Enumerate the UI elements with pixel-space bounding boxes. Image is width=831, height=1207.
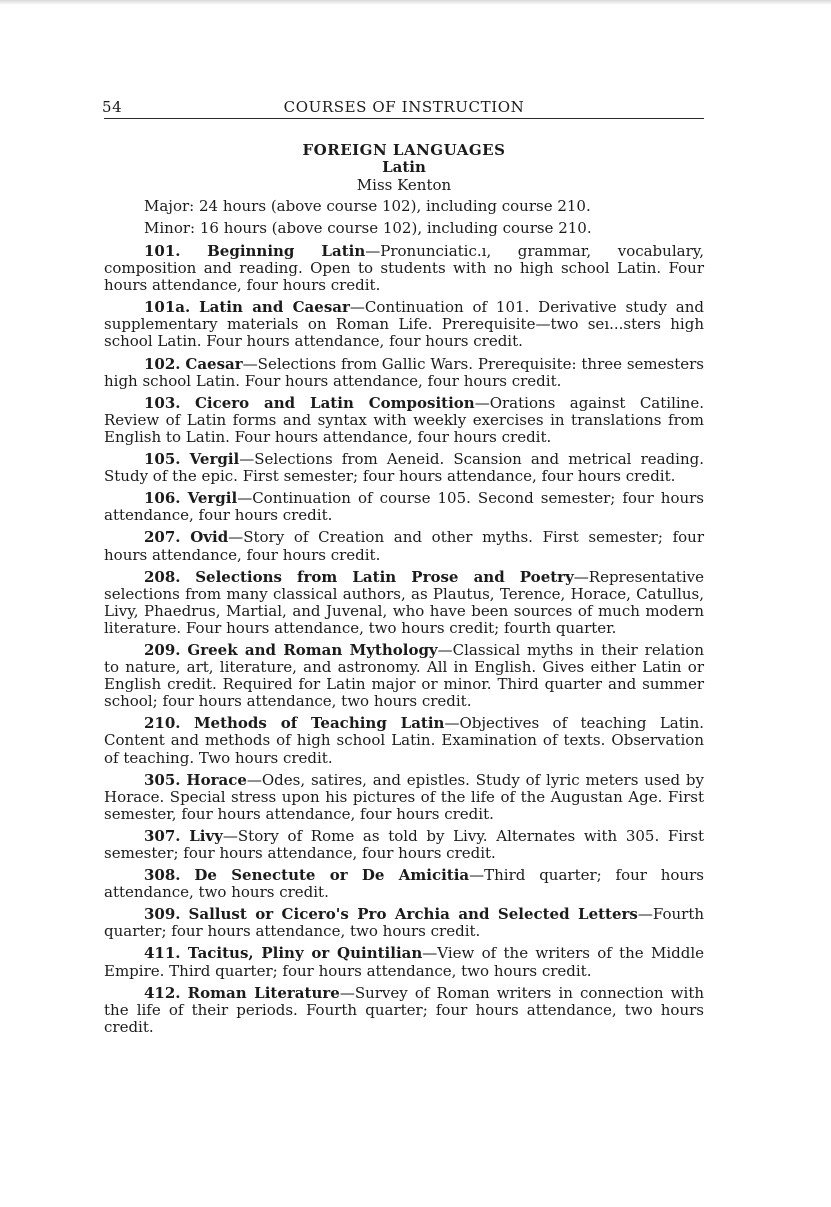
course-entry: [104, 356, 704, 390]
course-description: —Survey of Roman writers in connection with the life of their periods. Fourth quarter; four hours attendance, two hours credit.: [104, 983, 705, 1036]
course-description: —Representative selections from many classical authors, as Plautus, Terence, Horace, Catullus, Livy, Phaedrus, Martial, and Juvenal, who have been sources of much modern literature. Four hours attendance, two hours credit; fourth quarter.: [104, 567, 704, 637]
course-number: 207.: [144, 528, 181, 547]
course-number: 309.: [144, 905, 181, 924]
course-entry: [104, 243, 704, 294]
course-title: Vergil: [187, 489, 238, 508]
course-number: 105.: [144, 450, 181, 469]
course-entry: [104, 867, 704, 901]
course-title: Horace: [186, 770, 247, 789]
page-number: 54: [102, 98, 123, 116]
course-entry: [104, 529, 704, 563]
course-number: 412.: [144, 983, 181, 1002]
section-headings: [104, 142, 704, 194]
course-description: —Selections from Aeneid. Scansion and metrical reading. Study of the epic. First semester; four hours attendance, four hours credit.: [104, 450, 704, 486]
course-entry: [104, 828, 704, 862]
course-number: 106.: [144, 489, 181, 508]
course-title: Livy: [189, 826, 223, 845]
course-description: —Story of Creation and other myths. First semester; four hours attendance, four hours credit.: [104, 528, 704, 564]
course-title: Tacitus, Pliny or Quintilian: [187, 944, 423, 963]
course-title: Vergil: [189, 450, 240, 469]
course-number: 208.: [144, 567, 181, 586]
course-title: Greek and Roman Mythology: [187, 640, 438, 659]
course-number: 307.: [144, 826, 181, 845]
course-entry: [104, 642, 704, 710]
course-title: Methods of Teaching Latin: [193, 714, 445, 733]
course-entry: [104, 299, 704, 350]
catalog-page: [104, 96, 704, 1036]
course-description: —Continuation of course 105. Second semester; four hours attendance, four hours credit.: [104, 489, 704, 525]
course-number: 411.: [144, 944, 181, 963]
page-top-edge: [0, 0, 831, 5]
running-header: [104, 96, 704, 119]
course-entry: [104, 395, 704, 446]
minor-requirement: Minor: 16 hours (above course 102), including course 210.: [144, 219, 592, 237]
course-title: Ovid: [190, 528, 229, 547]
course-entry: [104, 985, 704, 1036]
course-number: 209.: [144, 640, 181, 659]
course-entry: [104, 451, 704, 485]
course-entry: [104, 569, 704, 637]
course-entry: [104, 490, 704, 524]
course-number: 305.: [144, 770, 181, 789]
course-number: 101.: [144, 242, 181, 260]
course-description: —Pronunciatic.ı, grammar, vocabulary, composition and reading. Open to students with no high school Latin. Four hours attendance, four hours credit.: [104, 242, 704, 295]
course-entry: [104, 945, 704, 979]
course-description: —Continuation of 101. Derivative study and supplementary materials on Roman Life. Prerequisite—two seı...sters high school Latin. Four hours attendance, four hours credit.: [104, 298, 704, 351]
course-description: —Odes, satires, and epistles. Study of lyric meters used by Horace. Special stress upon his pictures of the life of the Augustan Age. First semester, four hours attendance, four hours credit.: [104, 770, 704, 823]
course-number: 102.: [144, 354, 181, 373]
course-description: —Fourth quarter; four hours attendance, two hours credit.: [104, 905, 705, 941]
course-number: 308.: [144, 866, 181, 885]
course-description: —Selections from Gallic Wars. Prerequisite: three semesters high school Latin. Four hours attendance, four hours credit.: [104, 354, 704, 390]
course-entry: [104, 906, 704, 940]
course-title: Sallust or Cicero's Pro Archia and Selected Letters: [188, 905, 638, 924]
course-description: —View of the writers of the Middle Empire. Third quarter; four hours attendance, two hours credit.: [104, 944, 704, 980]
instructor-name: Miss Kenton: [356, 176, 452, 194]
major-requirement: Major: 24 hours (above course 102), including course 210.: [144, 197, 591, 215]
course-description: —Objectives of teaching Latin. Content and methods of high school Latin. Examination of texts. Observation of teaching. Two hours credit.: [104, 714, 704, 767]
subject-heading: Latin: [382, 158, 426, 176]
course-title: Roman Literature: [187, 983, 340, 1002]
course-entry: [104, 715, 704, 766]
course-description: —Story of Rome as told by Livy. Alternates with 305. First semester; four hours attendance, four hours credit.: [104, 826, 704, 862]
course-title: Cicero and Latin Composition: [194, 393, 475, 412]
course-title: Latin and Caesar: [199, 298, 350, 317]
department-heading: FOREIGN LANGUAGES: [302, 141, 506, 159]
course-number: 101a.: [144, 298, 191, 317]
course-entry: [104, 772, 704, 823]
course-list: [104, 243, 704, 1036]
course-title: De Senectute or De Amicitia: [194, 866, 470, 885]
course-title: Selections from Latin Prose and Poetry: [195, 567, 574, 586]
course-number: 103.: [144, 393, 181, 412]
running-title: COURSES OF INSTRUCTION: [283, 98, 525, 116]
course-title: Beginning Latin: [207, 242, 366, 260]
course-description: —Orations against Catiline. Review of Latin forms and syntax with weekly exercises in translations from English to Latin. Four hours attendance, four hours credit.: [104, 393, 704, 446]
course-description: —Classical myths in their relation to nature, art, literature, and astronomy. All in English. Gives either Latin or English credit. Required for Latin major or minor. Third quarter and summer school; four hours attendance, two hours credit.: [104, 640, 704, 711]
course-description: —Third quarter; four hours attendance, two hours credit.: [104, 866, 704, 902]
course-title: Caesar: [185, 354, 243, 373]
course-number: 210.: [144, 714, 181, 733]
